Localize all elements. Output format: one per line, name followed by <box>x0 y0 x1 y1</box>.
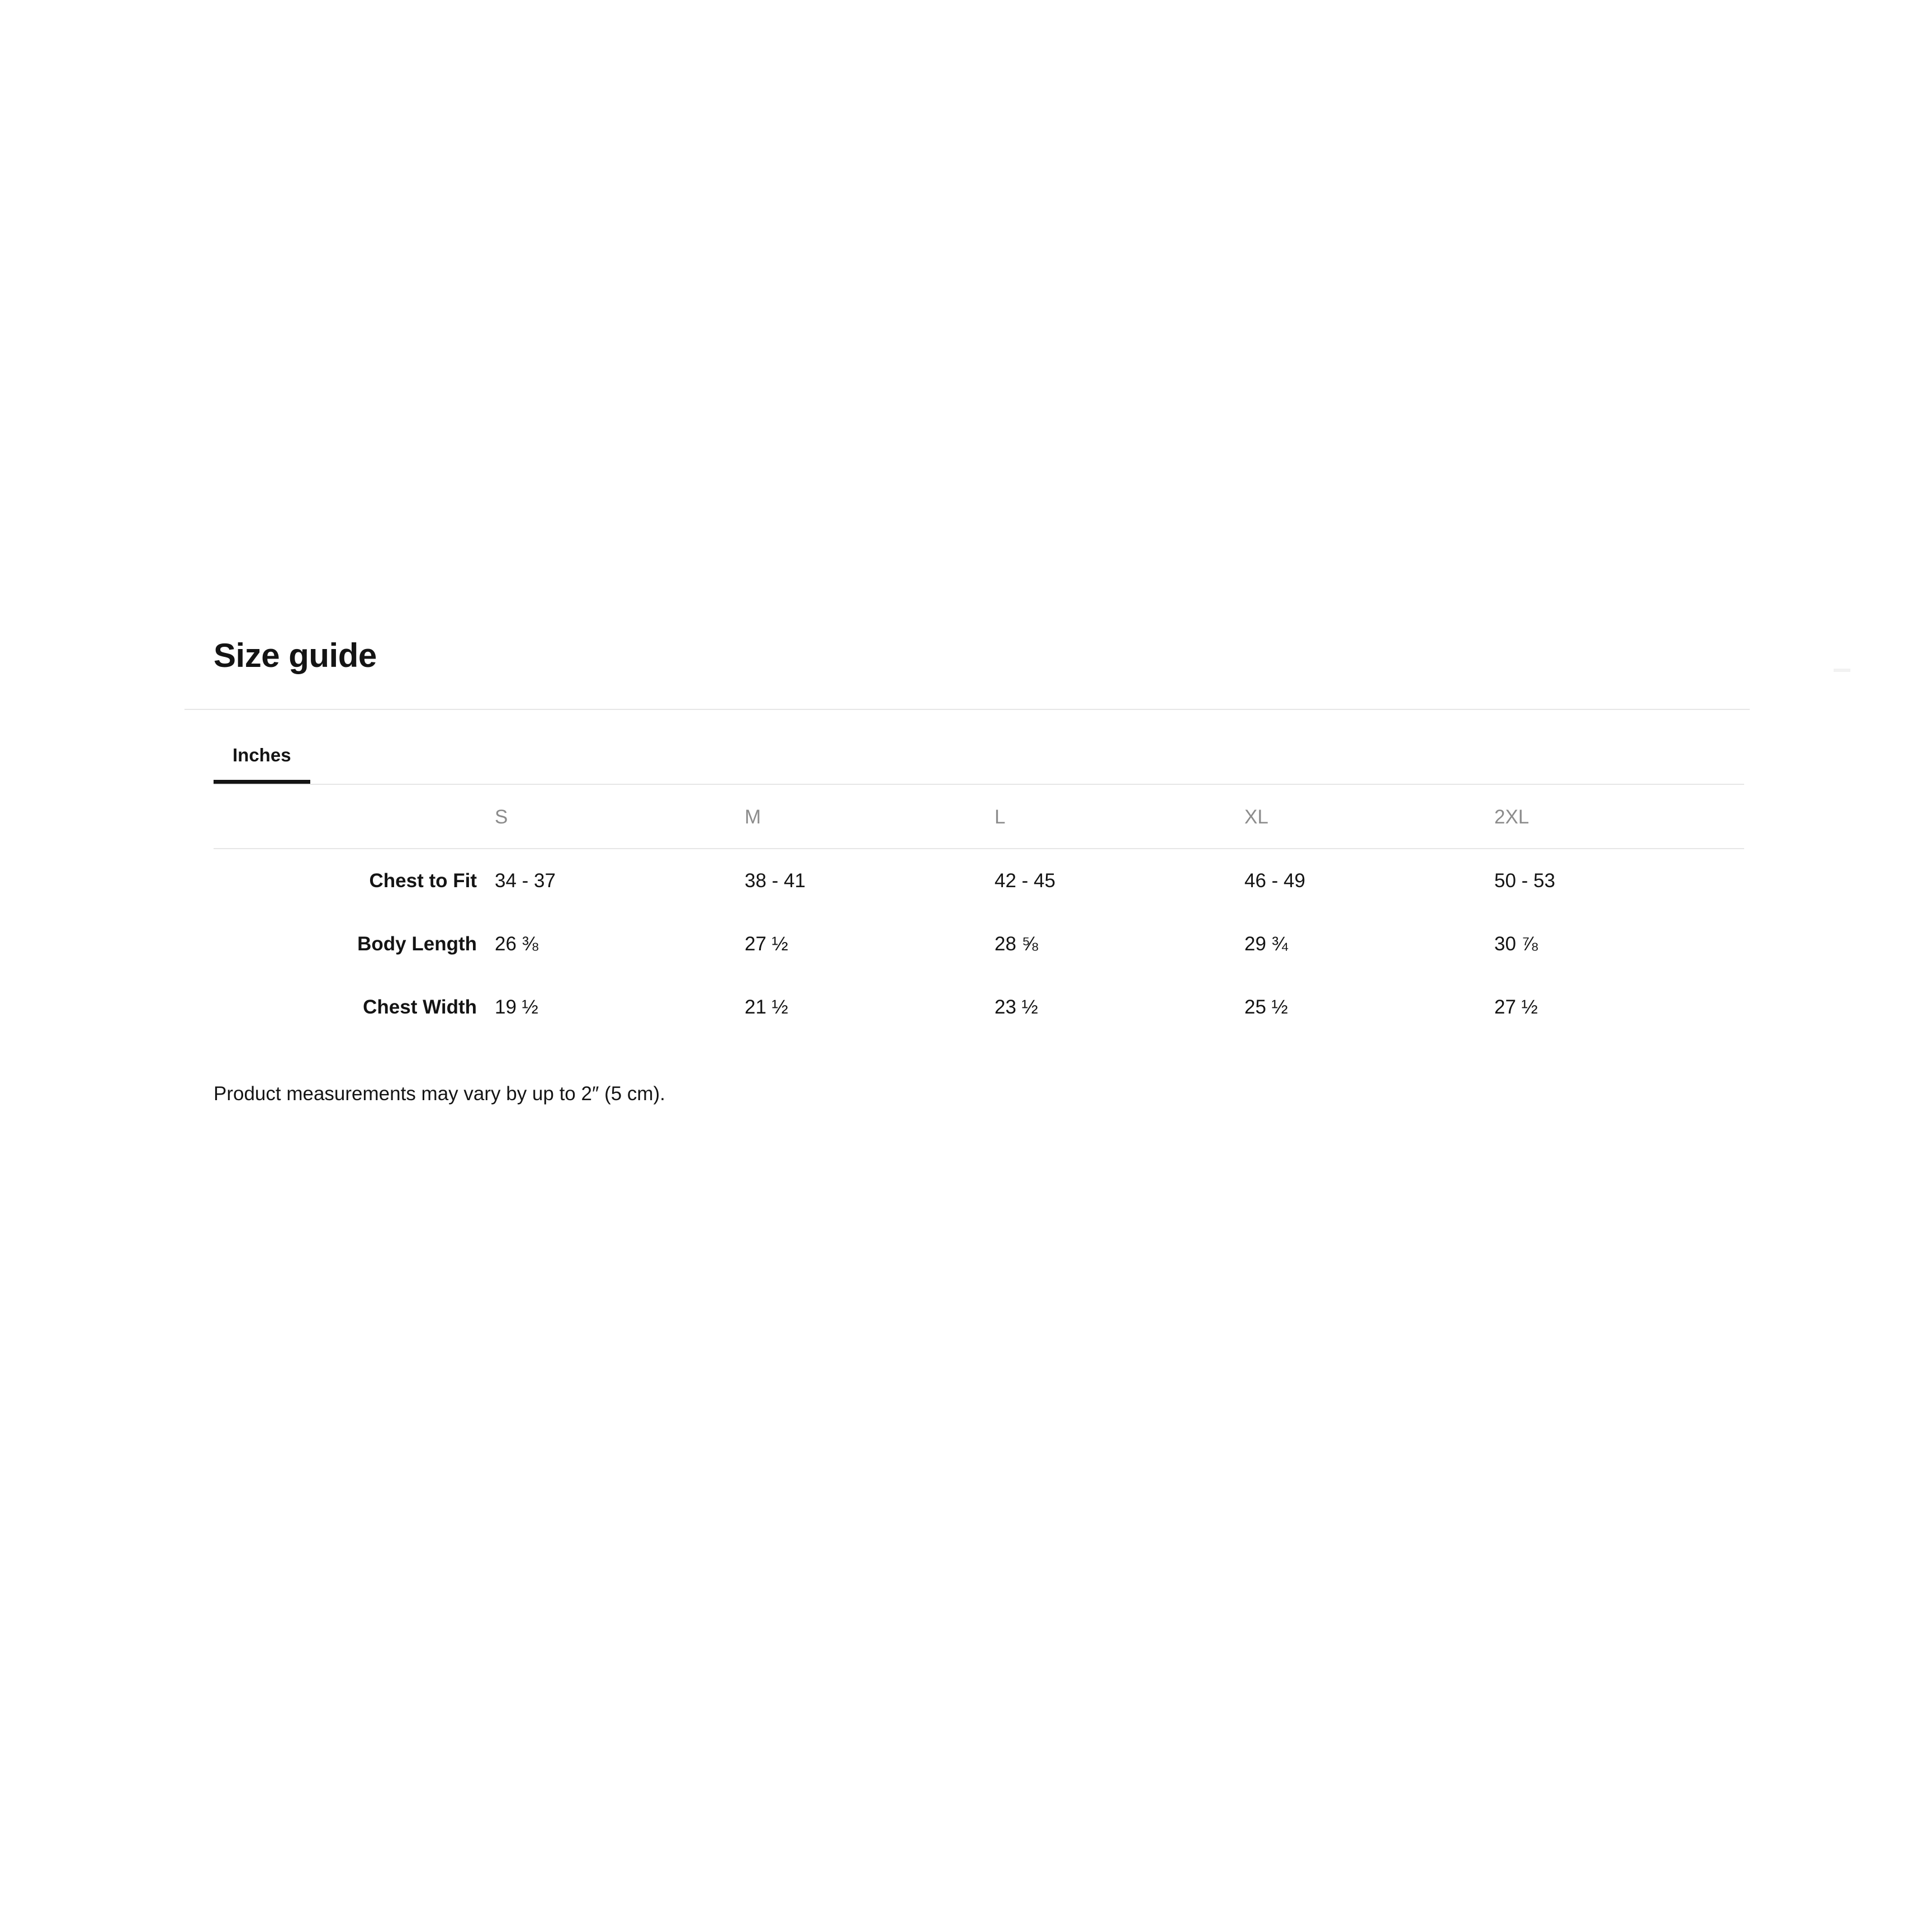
cell-chest-to-fit-m: 38 - 41 <box>745 870 806 892</box>
row-label-body-length: Body Length <box>357 933 477 955</box>
row-label-chest-to-fit: Chest to Fit <box>369 870 477 892</box>
cell-chest-width-s: 19 ½ <box>495 996 538 1018</box>
cell-chest-to-fit-xl: 46 - 49 <box>1244 870 1305 892</box>
table-row <box>214 976 1744 1039</box>
cell-body-length-s: 26 ⅜ <box>495 933 538 955</box>
size-guide-section <box>184 637 1750 1107</box>
column-header-l: L <box>995 806 1006 828</box>
cell-chest-to-fit-s: 34 - 37 <box>495 870 556 892</box>
page-title: Size guide <box>214 637 377 674</box>
cell-chest-width-m: 21 ½ <box>745 996 788 1018</box>
cell-chest-width-l: 23 ½ <box>995 996 1038 1018</box>
size-table-wrapper <box>214 784 1750 1039</box>
cell-chest-width-2xl: 27 ½ <box>1494 996 1538 1018</box>
cell-body-length-l: 28 ⅝ <box>995 933 1038 955</box>
size-table-head <box>214 784 1744 849</box>
cell-body-length-2xl: 30 ⅞ <box>1494 933 1538 955</box>
cell-chest-width-xl: 25 ½ <box>1244 996 1288 1018</box>
cell-chest-to-fit-2xl: 50 - 53 <box>1494 870 1555 892</box>
column-header-xl: XL <box>1244 806 1268 828</box>
table-header-row <box>214 784 1744 849</box>
tab-inches[interactable]: Inches <box>214 746 310 784</box>
cell-chest-to-fit-l: 42 - 45 <box>995 870 1055 892</box>
size-table-body <box>214 849 1744 1039</box>
decorative-corner-mark <box>1834 669 1850 672</box>
column-header-m: M <box>745 806 761 828</box>
row-label-chest-width: Chest Width <box>363 996 477 1018</box>
cell-body-length-m: 27 ½ <box>745 933 788 955</box>
unit-tabs <box>214 710 1750 784</box>
table-row <box>214 912 1744 976</box>
table-row <box>214 849 1744 912</box>
column-header-s: S <box>495 806 508 828</box>
measurement-footnote: Product measurements may vary by up to 2″ (5 cm). <box>214 1083 665 1105</box>
size-table <box>214 784 1744 1039</box>
column-header-2xl: 2XL <box>1494 806 1530 828</box>
cell-body-length-xl: 29 ¾ <box>1244 933 1288 955</box>
header-corner <box>214 784 495 849</box>
